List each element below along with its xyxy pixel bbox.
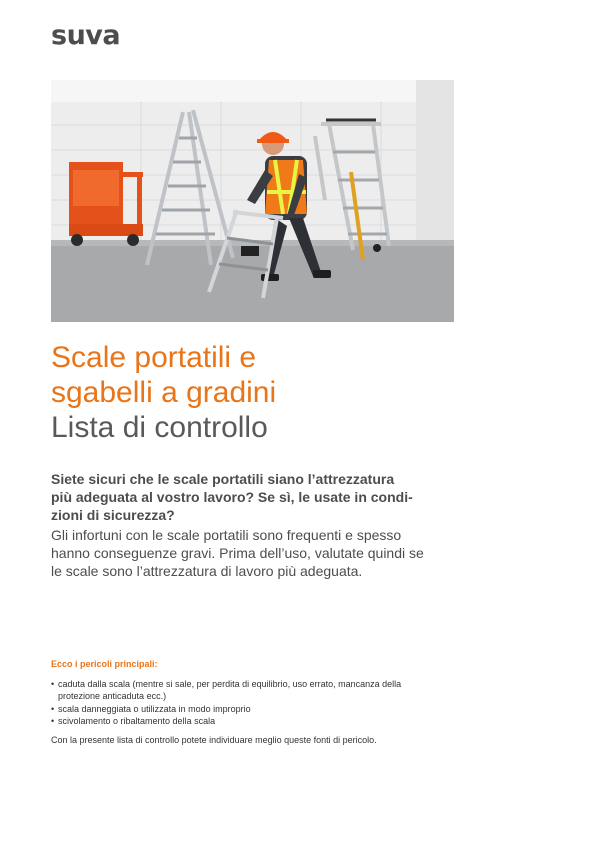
intro-line: zioni di sicurezza? [51, 507, 175, 523]
risks-list [51, 678, 451, 727]
list-item [51, 703, 451, 715]
document-title [51, 340, 551, 445]
intro-line: più adeguata al vostro lavoro? Se sì, le usate in condi- [51, 489, 413, 505]
closing-sentence: Con la presente lista di controllo potete individuare meglio queste fonti di pericolo. [51, 735, 377, 745]
list-item [51, 678, 451, 703]
body-line: hanno conseguenze gravi. Prima dell’uso, valutate quindi se [51, 545, 424, 561]
title-line-1: Scale portatili e [51, 341, 257, 374]
suva-logo: suva [51, 20, 121, 51]
body-line: le scale sono l’attrezzatura di lavoro più adeguata. [51, 563, 363, 579]
risks-heading: Ecco i pericoli principali: [51, 659, 158, 669]
title-line-3: Lista di controllo [51, 411, 268, 444]
intro-paragraph [51, 470, 451, 524]
intro-line: Siete sicuri che le scale portatili siano l’attrezzatura [51, 471, 395, 487]
list-item [51, 715, 451, 727]
list-item-text: protezione anticaduta ecc.) [58, 691, 167, 702]
title-line-2: sgabelli a gradini [51, 376, 277, 409]
hero-photo [51, 80, 454, 322]
list-item-text: scala danneggiata o utilizzata in modo improprio [58, 703, 251, 714]
body-line: Gli infortuni con le scale portatili sono frequenti e spesso [51, 527, 402, 543]
list-item-text: caduta dalla scala (mentre si sale, per perdita di equilibrio, uso errato, mancanza della [58, 679, 402, 689]
list-item-text: scivolamento o ribaltamento della scala [58, 715, 216, 726]
body-paragraph [51, 526, 456, 580]
